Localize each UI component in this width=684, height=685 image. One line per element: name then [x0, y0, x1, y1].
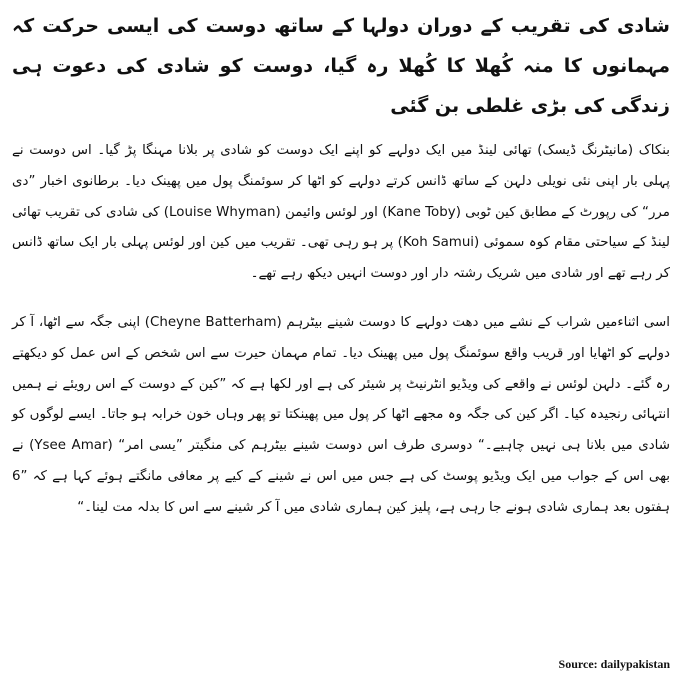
article-headline: شادی کی تقریب کے دوران دولہا کے ساتھ دوست کی ایسی حرکت کہ مہمانوں کا منہ کُھلا کا کُھلا رہ گیا، دوست کو شادی کی دعوت ہی زندگی کی بڑی غلطی بن گئی [12, 15, 670, 117]
article [12, 6, 670, 542]
article-paragraph-1: بنکاک (مانیٹرنگ ڈیسک) تھائی لینڈ میں ایک دولہے کو اپنے ایک دوست کو شادی پر بلانا مہنگا پڑ گیا۔ اس دوست نے پہلی بار اپنی نئی نویلی دلہن کے ساتھ ڈانس کرتے دولہے کو اٹھا کر سوئمنگ پول میں پھینک دیا۔ برطانوی اخبار ”دی مرر“ کی رپورٹ کے مطابق کین ٹوبی (Kane Toby) اور لوئس وائیمن (Louise Whyman) کی شادی کی تقریب تھائی لینڈ کے سیاحتی مقام کوہ سموئی (Koh Samui) پر ہو رہی تھی۔ تقریب میں کین اور لوئس پہلی بار ایک ساتھ ڈانس کر رہے تھے اور شادی میں شریک رشتہ دار اور دوست انہیں دیکھ رہے تھے۔ [12, 143, 670, 282]
source-credit: Source: dailypakistan [558, 657, 670, 671]
article-paragraph-2: اسی اثناءمیں شراب کے نشے میں دھت دولہے کا دوست شینے بیٹرہم (Cheyne Batterham) اپنی جگہ سے اٹھا، آ کر دولہے کو اٹھایا اور قریب واقع سوئمنگ پول میں پھینک دیا۔ تمام مہمان حیرت سے اس شخص کے اس عمل کو دیکھتے رہ گئے۔ دلہن لوئس نے واقعے کی ویڈیو انٹرنیٹ پر شیئر کی ہے اور لکھا ہے کہ ”کین کے دوست کے اس رویئے نے ہمیں انتہائی رنجیدہ کیا۔ اگر کین کی جگہ وہ مجھے اٹھا کر پول میں پھینکتا تو پھر وہاں خون خرابہ ہو جاتا۔ ایسے لوگوں کو شادی میں بلانا ہی نہیں چاہیے۔“ دوسری طرف اس دوست شینے بیٹرہم کی منگیتر ”یسی امر“ (Ysee Amar) نے بھی اس کے جواب میں ایک ویڈیو پوسٹ کی ہے جس میں اس نے شینے کے کیے پر معافی مانگتے ہوئے کہا ہے کہ ”6 ہفتوں بعد ہماری شادی ہونے جا رہی ہے، پلیز کین ہماری شادی میں آ کر شینے سے اس کا بدلہ مت لینا۔“ [12, 314, 670, 515]
